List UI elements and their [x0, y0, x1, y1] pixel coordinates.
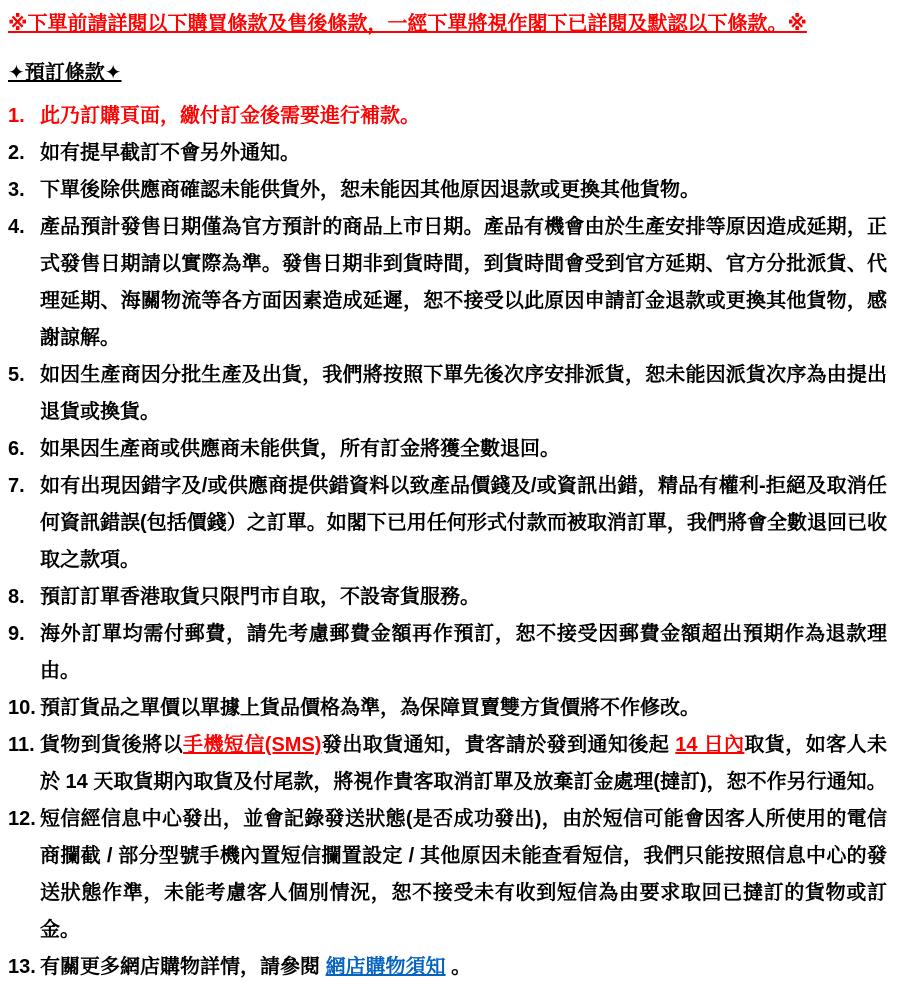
term-text-segment: 預訂訂單香港取貨只限門市自取，不設寄貨服務。 — [40, 586, 480, 608]
term-text — [40, 734, 887, 793]
term-text-segment: 。 — [445, 956, 472, 978]
term-text-segment: 如果因生產商或供應商未能供貨，所有訂金將獲全數退回。 — [40, 438, 560, 460]
term-text-segment: 如有出現因錯字及/或供應商提供錯資料以致產品價錢及/或資訊出錯，精品有權利-拒絕及取消任何資訊錯誤(包括價錢）之訂單。如閣下已用任何形式付款而被取消訂單，我們將會全數退回已收取之款項。 — [40, 475, 887, 571]
term-text — [40, 105, 420, 127]
term-item — [8, 431, 887, 468]
store-shopping-notice-link[interactable]: 網店購物須知 — [325, 956, 446, 978]
term-text-segment: 下單後除供應商確認未能供貨外，恕未能因其他原因退款或更換其他貨物。 — [40, 179, 700, 201]
term-number: 9. — [8, 623, 25, 645]
term-number: 7. — [8, 475, 25, 497]
term-item — [8, 949, 887, 986]
term-text — [40, 216, 887, 349]
term-item — [8, 135, 887, 172]
term-number: 11. — [8, 734, 35, 756]
term-text — [40, 956, 471, 978]
term-number: 3. — [8, 179, 25, 201]
term-number: 1. — [8, 105, 25, 127]
terms-list — [8, 98, 887, 986]
term-text — [40, 364, 887, 423]
term-text — [40, 586, 480, 608]
term-text — [40, 623, 887, 682]
term-text-segment: 產品預計發售日期僅為官方預計的商品上市日期。產品有機會由於生產安排等原因造成延期，正式發售日期請以實際為準。發售日期非到貨時間，到貨時間會受到官方延期、官方分批派貨、代理延期、海關物流等各方面因素造成延遲，恕不接受以此原因申請訂金退款或更換其他貨物，感謝諒解。 — [40, 216, 887, 349]
term-text-segment: 發出取貨通知，貴客請於發到通知後起 — [321, 734, 676, 756]
term-item — [8, 209, 887, 357]
term-item — [8, 690, 887, 727]
term-number: 12. — [8, 808, 36, 830]
term-text — [40, 808, 887, 941]
term-text-segment: 有關更多網店購物詳情，請參閱 — [40, 956, 326, 978]
term-text — [40, 475, 887, 571]
term-number: 10. — [8, 697, 36, 719]
term-item — [8, 357, 887, 431]
term-text-segment: 海外訂單均需付郵費，請先考慮郵費金額再作預訂，恕不接受因郵費金額超出預期作為退款理由。 — [40, 623, 887, 682]
term-item — [8, 172, 887, 209]
pickup-deadline-highlight: 14 日內 — [675, 734, 745, 756]
term-number: 2. — [8, 142, 25, 164]
term-number: 6. — [8, 438, 25, 460]
term-number: 5. — [8, 364, 25, 386]
section-title-row — [8, 55, 887, 98]
top-warning: ※下單前請詳閱以下購買條款及售後條款，一經下單將視作閣下已詳閱及默認以下條款。※ — [8, 13, 807, 35]
term-text — [40, 697, 700, 719]
term-text-segment: 如因生產商因分批生產及出貨，我們將按照下單先後次序安排派貨，恕未能因派貨次序為由提出退貨或換貨。 — [40, 364, 887, 423]
term-text-segment: 短信經信息中心發出，並會記錄發送狀態(是否成功發出)，由於短信可能會因客人所使用的電信商攔截 / 部分型號手機內置短信攔置設定 / 其他原因未能查看短信，我們只能按照信息中心的發送狀態作準，未能考慮客人個別情況，恕不接受未有收到短信為由要求取回已撻訂的貨物或訂金。 — [40, 808, 887, 941]
term-text-segment: 貨物到貨後將以 — [40, 734, 184, 756]
term-item — [8, 727, 887, 801]
term-text-segment: 如有提早截訂不會另外通知。 — [40, 142, 300, 164]
term-item — [8, 468, 887, 579]
term-item — [8, 579, 887, 616]
term-number: 8. — [8, 586, 25, 608]
term-text — [40, 142, 300, 164]
section-title: ✦預訂條款✦ — [8, 62, 122, 84]
term-number: 4. — [8, 216, 25, 238]
term-text-segment: 取貨，如客人未於 14 天取貨期內取貨及付尾款，將視作貴客取消訂單及放棄訂金處理(撻訂)，恕不作另行通知。 — [40, 734, 887, 793]
term-text — [40, 438, 560, 460]
term-item — [8, 801, 887, 949]
term-text-segment: 此乃訂購頁面，繳付訂金後需要進行補款。 — [40, 105, 420, 127]
term-item — [8, 616, 887, 690]
term-text-segment: 預訂貨品之單價以單據上貨品價格為準，為保障買賣雙方貨價將不作修改。 — [40, 697, 700, 719]
term-text — [40, 179, 700, 201]
sms-highlight: 手機短信(SMS) — [183, 734, 322, 756]
term-item — [8, 98, 887, 135]
term-number: 13. — [8, 956, 36, 978]
